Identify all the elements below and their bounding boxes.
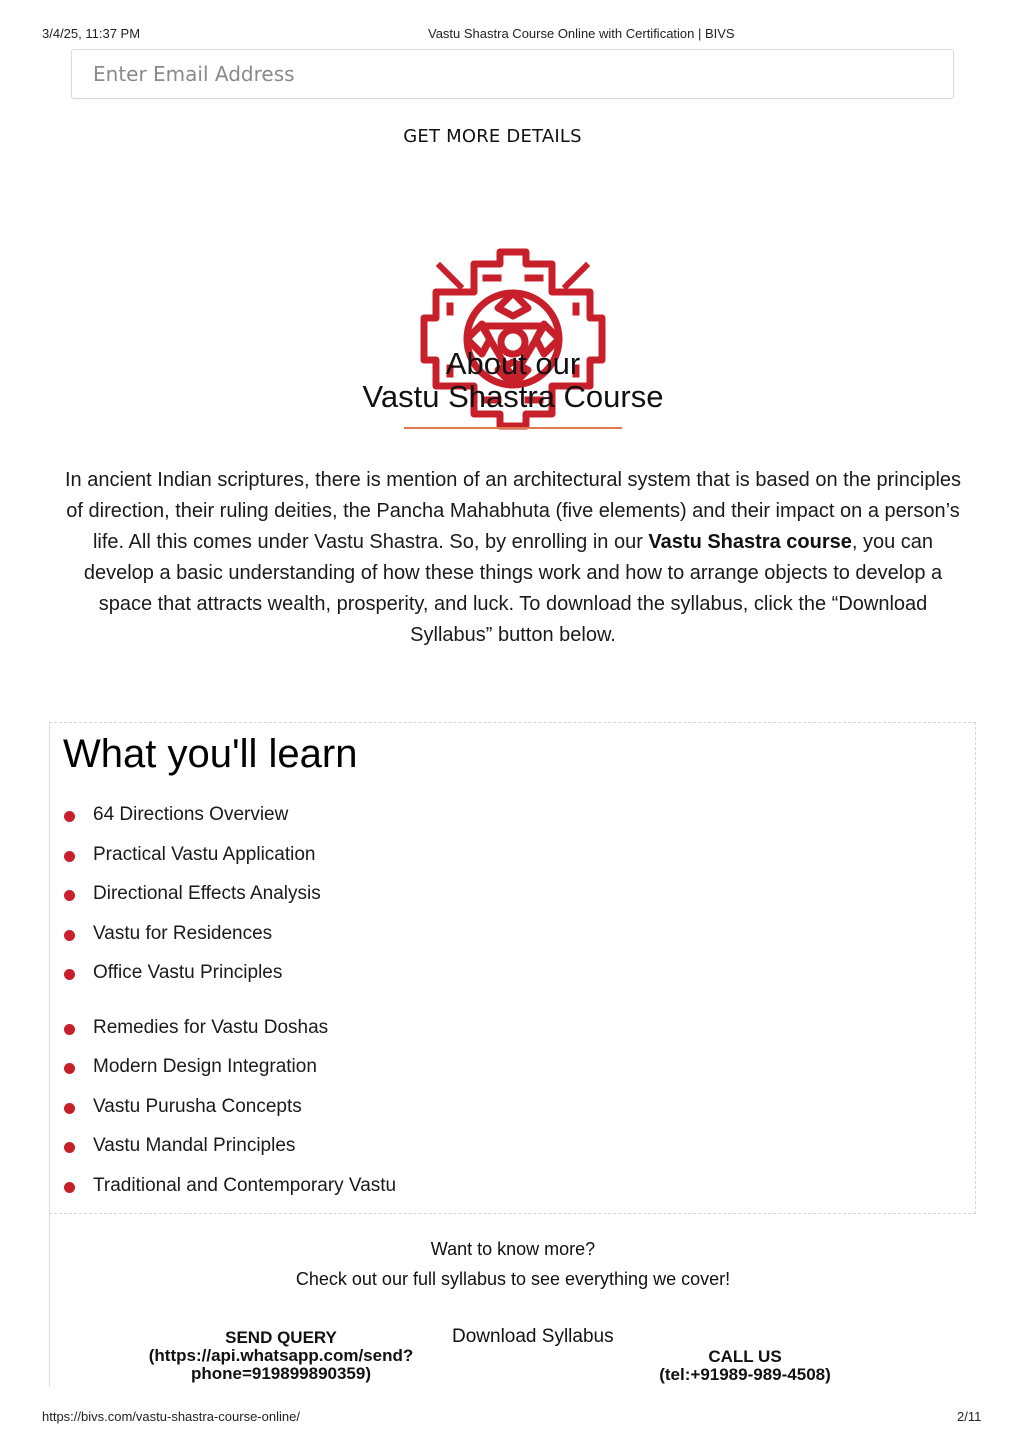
bullet-icon (64, 890, 75, 901)
bullet-icon (64, 1024, 75, 1035)
list-item-label: Remedies for Vastu Doshas (93, 1017, 329, 1038)
list-item-label: Vastu for Residences (93, 923, 273, 944)
about-paragraph (56, 465, 970, 651)
list-item-label: Office Vastu Principles (93, 962, 283, 983)
print-page-number: 2/11 (957, 1409, 982, 1424)
bullet-icon (64, 811, 75, 822)
print-datetime: 3/4/25, 11:37 PM (42, 26, 141, 41)
bullet-icon (64, 851, 75, 862)
bullet-icon (64, 969, 75, 980)
list-item-label: Directional Effects Analysis (93, 883, 321, 904)
call-us-link: (tel:+91989-989-4508) (659, 1365, 831, 1384)
about-heading-line2: Vastu Shastra Course (362, 379, 664, 414)
bullet-icon (64, 1182, 75, 1193)
about-heading-line1: About our (445, 346, 581, 381)
learn-heading: What you'll learn (63, 732, 358, 776)
get-more-details-button[interactable]: GET MORE DETAILS (403, 126, 582, 147)
about-heading (0, 347, 1024, 413)
heading-divider (404, 427, 622, 429)
print-url: https://bivs.com/vastu-shastra-course-online/ (42, 1409, 300, 1424)
bullet-icon (64, 930, 75, 941)
call-us-button[interactable] (640, 1348, 850, 1384)
list-item-label: Vastu Purusha Concepts (93, 1096, 302, 1117)
email-field[interactable] (72, 50, 953, 98)
send-query-link: (https://api.whatsapp.com/send?phone=919899890359) (148, 1346, 414, 1383)
send-query-label: SEND QUERY (225, 1328, 337, 1347)
list-item-label: Modern Design Integration (93, 1056, 317, 1077)
bullet-icon (64, 1103, 75, 1114)
list-item-label: Vastu Mandal Principles (93, 1135, 296, 1156)
list-item-label: Practical Vastu Application (93, 844, 316, 865)
list-item-label: 64 Directions Overview (93, 804, 289, 825)
list-item-label: Traditional and Contemporary Vastu (93, 1175, 397, 1196)
about-text-end: , you can develop a basic understanding of how these things work and how to arrange objects to develop a space that attracts wealth, prosperity, and luck. To download the syllabus, click the “Download Syllabus” button below. (83, 531, 943, 646)
send-query-button[interactable] (145, 1329, 417, 1383)
print-page-title: Vastu Shastra Course Online with Certification | BIVS (428, 26, 735, 41)
bullet-icon (64, 1063, 75, 1074)
cta-subtext: Check out our full syllabus to see everything we cover! (295, 1269, 731, 1289)
download-syllabus-button[interactable]: Download Syllabus (452, 1326, 614, 1347)
bullet-icon (64, 1142, 75, 1153)
call-us-label: CALL US (708, 1347, 782, 1366)
cta-question: Want to know more? (430, 1239, 596, 1259)
about-text-start: In ancient Indian scriptures, there is mention of an architectural system that is based on the principles of direction, their ruling deities, the Pancha Mahabhuta (five elements) and their impact on a person’s life. All this comes under Vastu Shastra. So, by enrolling in our (64, 469, 962, 553)
email-field-wrapper (71, 49, 954, 99)
about-text-bold: Vastu Shastra course (648, 531, 852, 553)
